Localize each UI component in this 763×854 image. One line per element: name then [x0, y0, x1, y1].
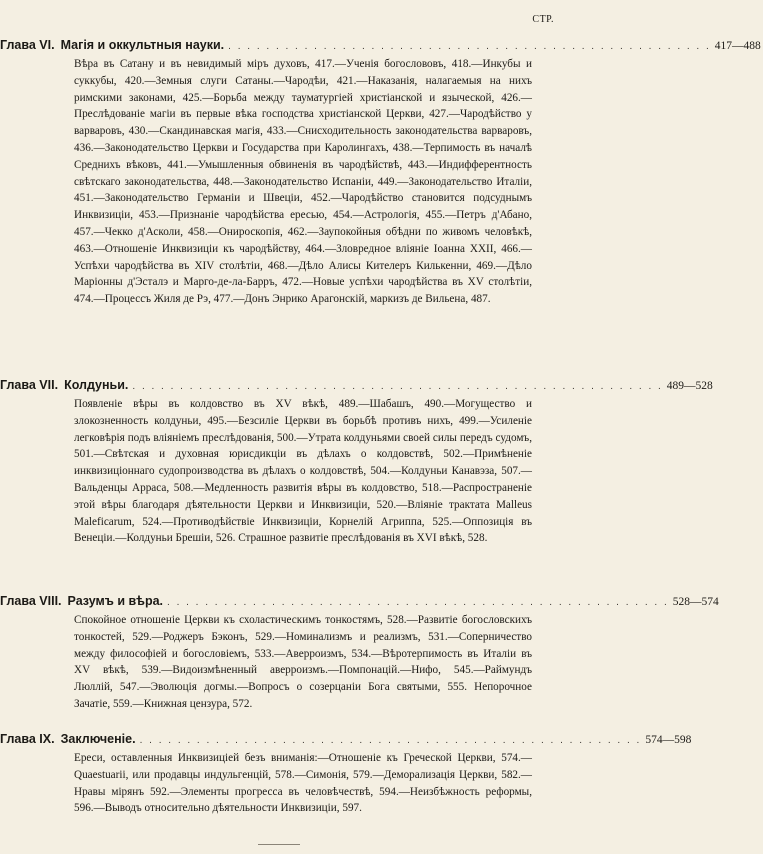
chapter-number: Глава VIII. — [0, 594, 62, 608]
leader-dots: . . . . . . . . . . . . . . . . . . . . . . . . . . . . . . . . . . . . . . . . . . . . . . . . . . . . . — [167, 597, 669, 608]
chapter-heading — [0, 732, 692, 748]
page-column-header: СТР. — [532, 14, 554, 25]
chapter-title: Разумъ и вѣра. — [67, 594, 164, 608]
chapter-summary: Вѣра въ Сатану и въ невидимый міръ духовъ, 417.—Ученія богослововъ, 418.—Инкубы и суккубы, 420.—Земныя слуги Сатаны.—Чародѣи, 421.—Наказанія, налагаемыя на нихъ римскими законами, 425.—Борьба между тауматургіей христіанской и языческой, 426.—Преслѣдованіе магіи въ первые вѣка господства христіанской Церкви, 427.—Чародѣйство у варваровъ, 430.—Скандинавская магія, 433.—Снисходительность законодательства варваровъ, 436.—Законодательство Церкви и Государства при Каролингахъ, 438.—Терпимость въ началѣ Среднихъ вѣковъ, 441.—Умышленныя обвиненія въ чародѣйствѣ, 443.—Индифферентность свѣтскаго законодательства, 448.—Законодательство Испаніи, 449.—Законодательство Италіи, 451.—Законодательство Германіи и Швеціи, 452.—Чародѣйство становится подсуднымъ Инквизиціи, 453.—Признаніе чародѣйства ересью, 454.—Астрологія, 455.—Петръ д'Абано, 457.—Чекко д'Асколи, 458.—Онироскопія, 462.—Заупокойныя обѣдни по живомъ человѣкѣ, 463.—Отношеніе Инквизиціи къ чародѣйству, 464.—Зловредное вліяніе Іоанна XXII, 466.—Успѣхи чародѣйства въ XIV столѣтіи, 468.—Дѣло Алисы Кителеръ Килькенни, 469.—Дѣло Маріонны д'Эсталэ и Марго-де-ла-Барръ, 472.—Новые успѣхи чародѣйства въ XV столѣтіи, 474.—Процессъ Жиля де Рэ, 477.—Донъ Энрико Арагонскій, маркизъ де Вильена, 487. — [74, 58, 532, 306]
chapter-summary: Спокойное отношеніе Церкви къ схоластическимъ тонкостямъ, 528.—Развитіе богословскихъ тонкостей, 529.—Роджеръ Бэконъ, 529.—Номинализмъ и реализмъ, 531.—Соперничество между философіей и богословіемъ, 533.—Аверроизмъ, 534.—Вѣротерпимость въ Италіи въ XV вѣкѣ, 539.—Видоизмѣненный аверроизмъ.—Помпонацій.—Нифо, 545.—Раймундъ Люллій, 547.—Эволюція догмы.—Вопросъ о созерцаніи Бога святыми, 555. Непорочное Зачатіе, 559.—Книжная цензура, 572. — [74, 614, 532, 710]
chapter-title: Колдуньи. — [64, 378, 129, 392]
chapter-heading — [0, 594, 719, 610]
chapter-heading — [0, 378, 713, 394]
chapter-number: Глава IX. — [0, 732, 55, 746]
chapter-viii — [0, 594, 719, 713]
chapter-title: Заключеніе. — [60, 732, 136, 746]
chapter-heading — [0, 38, 761, 54]
leader-dots: . . . . . . . . . . . . . . . . . . . . . . . . . . . . . . . . . . . . . . . . . . . . . . . . . . . . . — [139, 735, 642, 746]
chapter-pages: 528—574 — [672, 596, 719, 608]
chapter-pages: 417—488 — [714, 40, 761, 52]
chapter-title: Магія и оккультныя науки. — [60, 38, 225, 52]
bottom-rule — [258, 844, 300, 845]
chapter-ix — [0, 732, 692, 817]
chapter-pages: 489—528 — [666, 380, 713, 392]
leader-dots: . . . . . . . . . . . . . . . . . . . . . . . . . . . . . . . . . . . . . . . . . . . . . . . . . . . — [228, 41, 711, 52]
chapter-vi — [0, 38, 761, 308]
chapter-summary: Появленіе вѣры въ колдовство въ XV вѣкѣ, 489.—Шабашъ, 490.—Могущество и злокозненность колдуньи, 495.—Безсиліе Церкви въ борьбѣ противъ нихъ, 499.—Усиленіе легковѣрія подъ вліяніемъ преслѣдованія, 500.—Утрата колдуньями своей силы передъ судомъ, 501.—Свѣтская и духовная юрисдикціи въ дѣлахъ о колдовствѣ, 502.—Примѣненіе инквизиціоннаго судопроизводства въ дѣлахъ о колдовствѣ, 504.—Колдуньи Канавэза, 507.—Вальденцы Арраса, 508.—Медленность развитія вѣры въ колдовство, 518.—Распространеніе этой вѣры благодаря дѣятельности Церкви и Инквизиціи, 520.—Вліяніе трактата Malleus Maleficarum, 524.—Противодѣйствіе Инквизиціи, Корнелій Агриппа, 525.—Оппозиція въ Венеціи.—Колдуньи Брешіи, 526. Страшное развитіе преслѣдованія въ XVI вѣкѣ, 528. — [74, 398, 532, 545]
chapter-number: Глава VI. — [0, 38, 55, 52]
chapter-pages: 574—598 — [645, 734, 692, 746]
chapter-summary: Ереси, оставленныя Инквизиціей безъ вниманія:—Отношеніе къ Греческой Церкви, 574.—Quaestuarii, или продавцы индульгенцій, 578.—Симонія, 579.—Деморализація Церкви, 582.—Нравы мірянъ 592.—Элементы прогресса въ человѣчествѣ, 594.—Неизбѣжность реформы, 596.—Выводъ относительно дѣятельности Инквизиціи, 597. — [74, 752, 532, 815]
chapter-vii — [0, 378, 713, 547]
leader-dots: . . . . . . . . . . . . . . . . . . . . . . . . . . . . . . . . . . . . . . . . . . . . . . . . . . . . . . . . — [132, 381, 663, 392]
chapter-number: Глава VII. — [0, 378, 59, 392]
